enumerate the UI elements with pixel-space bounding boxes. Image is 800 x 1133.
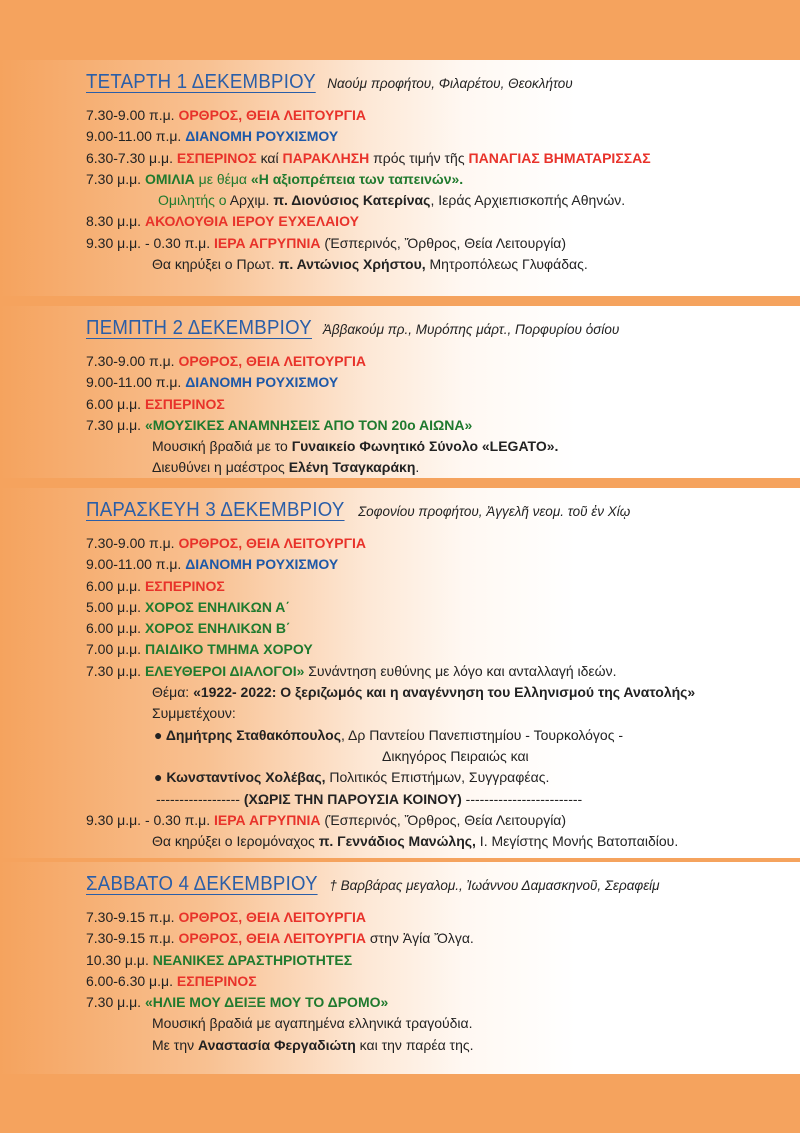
schedule-line: [86, 105, 790, 126]
line-segment: Αναστασία Φεργαδιώτη: [198, 1036, 356, 1053]
line-segment: ΟΡΘΡΟΣ, ΘΕΙΑ ΛΕΙΤΟΥΡΓΙΑ: [178, 107, 367, 123]
schedule-line: [86, 554, 790, 575]
schedule-line: [86, 126, 790, 147]
day-title: ΣΑΒΒΑΤΟ 4 ΔΕΚΕΜΒΡΙΟΥ: [86, 873, 318, 895]
line-segment: Συνάντηση ευθύνης με λόγο και ανταλλαγή ιδεών.: [304, 662, 617, 679]
line-segment: 7.30-9.00 π.μ.: [86, 107, 179, 123]
day-content: [86, 318, 790, 479]
day-header: [86, 72, 790, 93]
schedule-line: [86, 415, 790, 436]
day-section: [0, 60, 800, 296]
schedule-line: [86, 703, 790, 724]
line-segment: 6.00-6.30 μ.μ.: [86, 972, 177, 989]
line-segment: 9.00-11.00 π.μ.: [86, 128, 186, 145]
line-segment: ΔΙΑΝΟΜΗ ΡΟΥΧΙΣΜΟΥ: [185, 128, 339, 145]
schedule-line: [86, 1013, 790, 1034]
line-segment: Μουσική βραδιά με αγαπημένα ελληνικά τραγούδια.: [152, 1015, 473, 1032]
line-segment: ΙΕΡΑ ΑΓΡΥΠΝΙΑ: [214, 811, 321, 828]
line-segment: ● Δημήτρης Σταθακόπουλος: [154, 726, 341, 743]
saints-of-day: Σοφονίου προφήτου, Ἀγγελῆ νεομ. τοῦ ἐν Χίῳ: [358, 504, 631, 519]
schedule-line: [86, 831, 790, 852]
line-segment: 7.30-9.00 π.μ.: [86, 535, 179, 551]
line-segment: στην Ἁγία Ὄλγα.: [366, 930, 474, 947]
line-segment: 7.30 μ.μ.: [86, 662, 145, 679]
line-segment: ΝΕΑΝΙΚΕΣ ΔΡΑΣΤΗΡΙΟΤΗΤΕΣ: [152, 951, 353, 968]
line-segment: Θα κηρύξει ο Ιερομόναχος: [152, 833, 319, 850]
schedule-line: [86, 971, 790, 992]
line-segment: ● Κωνσταντίνος Χολέβας,: [154, 769, 326, 786]
line-segment: ΠΑΙΔΙΚΟ ΤΜΗΜΑ ΧΟΡΟΥ: [144, 641, 313, 658]
day-section: [0, 306, 800, 478]
schedule-line: [86, 682, 790, 703]
schedule-line: [86, 661, 790, 682]
day-header: [86, 874, 790, 895]
line-segment: ΙΕΡΑ ΑΓΡΥΠΝΙΑ: [214, 234, 321, 251]
line-segment: «Η αξιοπρέπεια των ταπεινών».: [250, 170, 464, 187]
line-segment: ΧΟΡΟΣ ΕΝΗΛΙΚΩΝ Β΄: [144, 620, 291, 637]
schedule-line: [86, 576, 790, 597]
line-segment: καί: [256, 149, 283, 166]
schedule-line: [86, 639, 790, 660]
line-segment: , Δρ Παντείου Πανεπιστημίου - Τουρκολόγος -: [340, 726, 624, 743]
line-segment: με θέμα: [194, 170, 251, 187]
line-segment: ΧΟΡΟΣ ΕΝΗΛΙΚΩΝ Α΄: [144, 598, 291, 615]
schedule-line: [86, 233, 790, 254]
line-segment: 6.30-7.30 μ.μ.: [86, 149, 177, 166]
line-segment: Θα κηρύξει ο Πρωτ.: [152, 256, 279, 273]
schedule-line: [86, 597, 790, 618]
line-segment: ΕΣΠΕΡΙΝΟΣ: [144, 577, 225, 594]
line-segment: ΟΡΘΡΟΣ, ΘΕΙΑ ΛΕΙΤΟΥΡΓΙΑ: [178, 353, 367, 369]
saints-of-day: † Βαρβάρας μεγαλομ., Ἰωάννου Δαμασκηνοῦ, Σεραφείμ: [329, 878, 660, 893]
line-segment: ΕΣΠΕΡΙΝΟΣ: [144, 395, 225, 412]
line-segment: ΟΜΙΛΙΑ: [144, 170, 195, 187]
line-segment: ΔΙΑΝΟΜΗ ΡΟΥΧΙΣΜΟΥ: [185, 374, 339, 391]
day-section: [0, 488, 800, 858]
line-segment: (ΧΩΡΙΣ ΤΗΝ ΠΑΡΟΥΣΙΑ ΚΟΙΝΟΥ): [243, 790, 462, 807]
line-segment: Ι. Μεγίστης Μονής Βατοπαιδίου.: [475, 833, 679, 850]
line-segment: Θέμα:: [152, 684, 194, 701]
schedule-lines: [86, 351, 790, 479]
line-segment: 7.30-9.00 π.μ.: [86, 353, 179, 369]
line-segment: Με την: [152, 1036, 198, 1053]
line-segment: 7.30 μ.μ.: [86, 170, 145, 187]
day-content: [86, 500, 790, 852]
schedule-line: [86, 618, 790, 639]
line-segment: Ομιλητής ο: [158, 192, 230, 209]
line-segment: ΟΡΘΡΟΣ, ΘΕΙΑ ΛΕΙΤΟΥΡΓΙΑ: [178, 909, 367, 925]
day-header: [86, 500, 790, 521]
day-section: [0, 862, 800, 1074]
line-segment: ΟΡΘΡΟΣ, ΘΕΙΑ ΛΕΙΤΟΥΡΓΙΑ: [178, 930, 367, 947]
line-segment: ------------------: [156, 790, 244, 807]
day-content: [86, 72, 790, 275]
schedule-line: [86, 810, 790, 831]
line-segment: 8.30 μ.μ.: [86, 213, 145, 230]
line-segment: , Ιεράς Αρχιεπισκοπής Αθηνών.: [430, 192, 626, 209]
schedule-line: [86, 148, 790, 169]
schedule-line: [86, 746, 790, 767]
schedule-lines: [86, 105, 790, 275]
line-segment: Μητροπόλεως Γλυφάδας.: [425, 256, 588, 273]
line-segment: ΕΣΠΕΡΙΝΟΣ: [176, 972, 257, 989]
line-segment: 6.00 μ.μ.: [86, 577, 145, 594]
day-title: ΠΕΜΠΤΗ 2 ΔΕΚΕΜΒΡΙΟΥ: [86, 317, 312, 339]
line-segment: -------------------------: [461, 790, 583, 807]
line-segment: π. Γεννάδιος Μανώλης,: [318, 833, 476, 850]
schedule-line: [86, 928, 790, 949]
line-segment: ΔΙΑΝΟΜΗ ΡΟΥΧΙΣΜΟΥ: [185, 556, 339, 573]
schedule-line: [86, 533, 790, 554]
line-segment: π. Διονύσιος Κατερίνας: [273, 192, 431, 209]
line-segment: ΑΚΟΛΟΥΘΙΑ ΙΕΡΟΥ ΕΥΧΕΛΑΙΟΥ: [144, 213, 359, 230]
schedule-line: [86, 907, 790, 928]
schedule-line: [86, 992, 790, 1013]
line-segment: «ΜΟΥΣΙΚΕΣ ΑΝΑΜΝΗΣΕΙΣ ΑΠΟ ΤΟΝ 20ο ΑΙΩΝΑ»: [144, 416, 473, 433]
line-segment: Γυναικείο Φωνητικό Σύνολο «LEGATO».: [291, 438, 559, 455]
line-segment: π. Αντώνιος Χρήστου,: [278, 256, 426, 273]
schedule-line: [86, 789, 790, 810]
line-segment: 7.30 μ.μ.: [86, 994, 145, 1011]
line-segment: (Ἑσπερινός, Ὄρθρος, Θεία Λειτουργία): [320, 234, 567, 251]
line-segment: 5.00 μ.μ.: [86, 598, 145, 615]
schedule-line: [86, 372, 790, 393]
line-segment: «ΗΛΙΕ ΜΟΥ ΔΕΙΞΕ ΜΟΥ ΤΟ ΔΡΟΜΟ»: [144, 994, 389, 1011]
line-segment: «1922- 2022: Ο ξεριζωμός και η αναγέννηση του Ελληνισμού της Ανατολής»: [193, 684, 696, 701]
day-content: [86, 874, 790, 1056]
schedule-line: [86, 767, 790, 788]
line-segment: πρός τιμήν τῆς: [369, 149, 469, 166]
line-segment: Πολιτικός Επιστήμων, Συγγραφέας.: [325, 769, 550, 786]
line-segment: Δικηγόρος Πειραιώς και: [382, 747, 529, 764]
line-segment: 7.30-9.15 π.μ.: [86, 909, 179, 925]
line-segment: Ελένη Τσαγκαράκη: [288, 459, 416, 476]
schedule-line: [86, 436, 790, 457]
day-header: [86, 318, 790, 339]
line-segment: 9.30 μ.μ. - 0.30 π.μ.: [86, 234, 215, 251]
schedule-line: [86, 1035, 790, 1056]
line-segment: Αρχιμ.: [229, 192, 274, 209]
line-segment: Μουσική βραδιά με το: [152, 438, 292, 455]
line-segment: ΠΑΝΑΓΙΑΣ ΒΗΜΑΤΑΡΙΣΣΑΣ: [468, 149, 651, 166]
schedule-line: [86, 950, 790, 971]
schedule-line: [86, 351, 790, 372]
line-segment: 7.30-9.15 π.μ.: [86, 930, 179, 947]
schedule-line: [86, 254, 790, 275]
schedule-line: [86, 169, 790, 190]
saints-of-day: Ναούμ προφήτου, Φιλαρέτου, Θεοκλήτου: [327, 76, 573, 91]
schedule-line: [86, 190, 790, 211]
schedule-line: [86, 211, 790, 232]
line-segment: 9.00-11.00 π.μ.: [86, 374, 186, 391]
schedule-line: [86, 394, 790, 415]
schedule-line: [86, 725, 790, 746]
line-segment: 6.00 μ.μ.: [86, 395, 145, 412]
schedule-lines: [86, 907, 790, 1056]
day-title: ΤΕΤΑΡΤΗ 1 ΔΕΚΕΜΒΡΙΟΥ: [86, 71, 316, 93]
line-segment: .: [415, 459, 420, 476]
saints-of-day: Ἀββακούμ πρ., Μυρόπης μάρτ., Πορφυρίου ὁσίου: [322, 322, 620, 337]
line-segment: Διευθύνει η μαέστρος: [152, 459, 289, 476]
line-segment: 10.30 μ.μ.: [86, 951, 153, 968]
line-segment: 6.00 μ.μ.: [86, 620, 145, 637]
schedule-line: [86, 457, 790, 478]
schedule-lines: [86, 533, 790, 852]
line-segment: ΠΑΡΑΚΛΗΣΗ: [282, 149, 370, 166]
line-segment: ΕΛΕΥΘΕΡΟΙ ΔΙΑΛΟΓΟΙ»: [144, 662, 305, 679]
line-segment: 7.00 μ.μ.: [86, 641, 145, 658]
line-segment: ΕΣΠΕΡΙΝΟΣ: [176, 149, 257, 166]
day-title: ΠΑΡΑΣΚΕΥΗ 3 ΔΕΚΕΜΒΡΙΟΥ: [86, 499, 345, 521]
line-segment: και την παρέα της.: [355, 1036, 474, 1053]
line-segment: 9.30 μ.μ. - 0.30 π.μ.: [86, 811, 215, 828]
line-segment: ΟΡΘΡΟΣ, ΘΕΙΑ ΛΕΙΤΟΥΡΓΙΑ: [178, 535, 367, 551]
line-segment: Συμμετέχουν:: [152, 705, 236, 722]
line-segment: (Ἑσπερινός, Ὄρθρος, Θεία Λειτουργία): [320, 811, 567, 828]
line-segment: 7.30 μ.μ.: [86, 416, 145, 433]
line-segment: 9.00-11.00 π.μ.: [86, 556, 186, 573]
